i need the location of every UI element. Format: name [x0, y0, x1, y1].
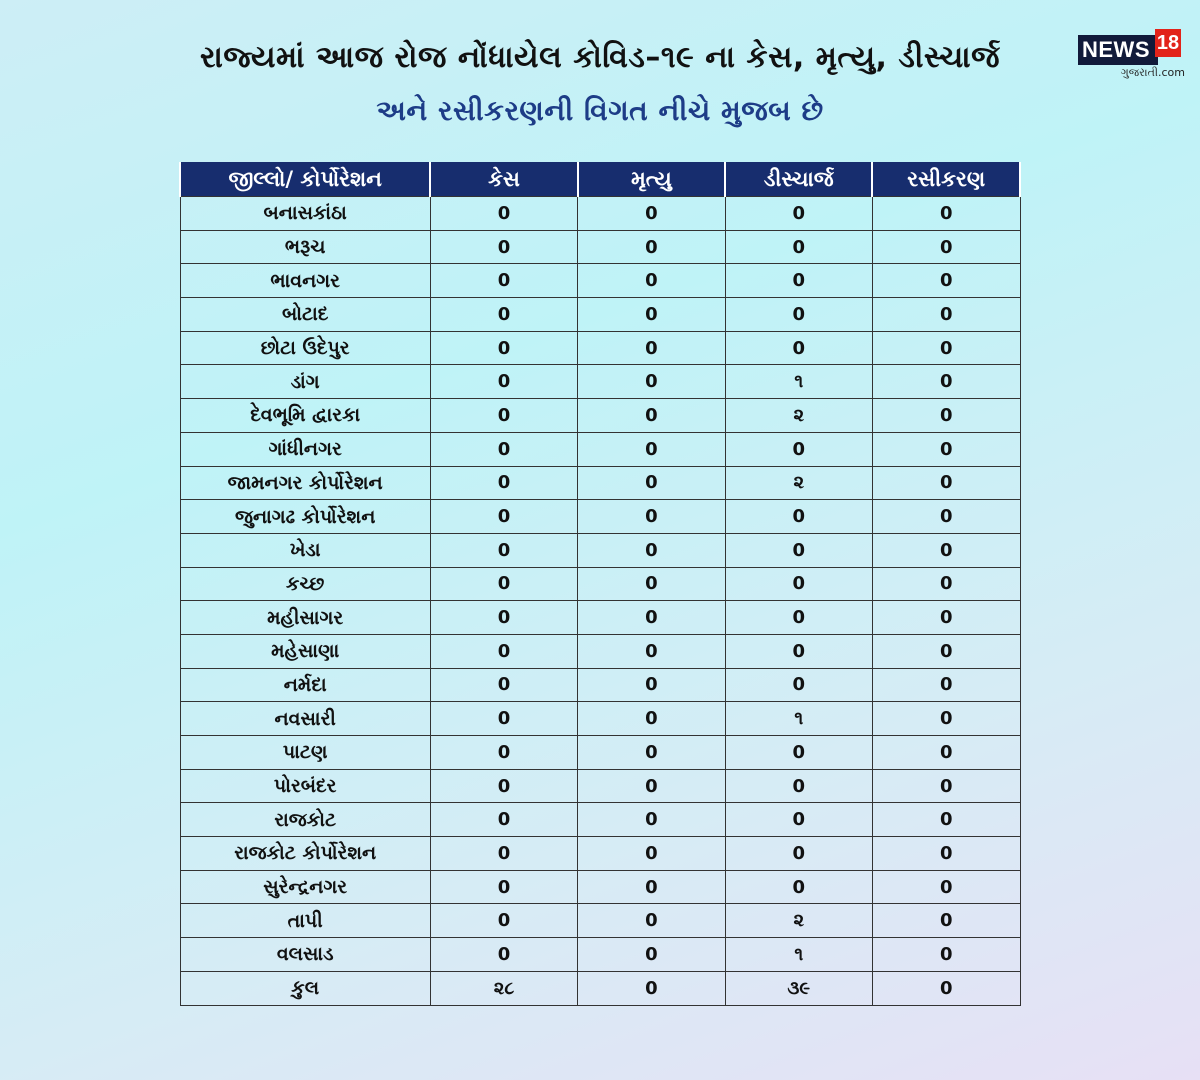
deaths-cell: 0: [578, 634, 725, 668]
deaths-cell: 0: [578, 365, 725, 399]
table-row: [180, 533, 1020, 567]
discharge-cell: 0: [725, 197, 872, 231]
district-cell: દેવભૂમિ દ્વારકા: [180, 399, 430, 433]
cases-cell: 0: [430, 769, 577, 803]
table-row: [180, 399, 1020, 433]
vaccination-cell: 0: [872, 567, 1020, 601]
table-row: [180, 197, 1020, 231]
discharge-cell: 0: [725, 601, 872, 635]
table-row: [180, 298, 1020, 332]
covid-data-table: [179, 162, 1021, 1006]
discharge-cell: ૩૯: [725, 971, 872, 1005]
table-row: [180, 264, 1020, 298]
district-cell: નવસારી: [180, 702, 430, 736]
district-cell: બોટાદ: [180, 298, 430, 332]
news18-logo: [1078, 28, 1183, 83]
deaths-cell: 0: [578, 432, 725, 466]
discharge-cell: 0: [725, 533, 872, 567]
discharge-cell: 0: [725, 230, 872, 264]
deaths-cell: 0: [578, 331, 725, 365]
district-cell: ખેડા: [180, 533, 430, 567]
vaccination-cell: 0: [872, 432, 1020, 466]
deaths-cell: 0: [578, 230, 725, 264]
cases-cell: 0: [430, 466, 577, 500]
header-discharge: ડીસ્ચાર્જ: [725, 162, 872, 197]
deaths-cell: 0: [578, 904, 725, 938]
discharge-cell: ૧: [725, 938, 872, 972]
cases-cell: 0: [430, 702, 577, 736]
district-cell: ગાંધીનગર: [180, 432, 430, 466]
district-cell: પોરબંદર: [180, 769, 430, 803]
vaccination-cell: 0: [872, 736, 1020, 770]
cases-cell: 0: [430, 432, 577, 466]
deaths-cell: 0: [578, 500, 725, 534]
discharge-cell: 0: [725, 634, 872, 668]
cases-cell: 0: [430, 298, 577, 332]
deaths-cell: 0: [578, 668, 725, 702]
table-row: [180, 432, 1020, 466]
district-cell: ભાવનગર: [180, 264, 430, 298]
table-body: [180, 197, 1020, 1006]
vaccination-cell: 0: [872, 870, 1020, 904]
discharge-cell: 0: [725, 432, 872, 466]
district-cell: બનાસકાંઠા: [180, 197, 430, 231]
vaccination-cell: 0: [872, 365, 1020, 399]
deaths-cell: 0: [578, 264, 725, 298]
district-cell: ભરૂચ: [180, 230, 430, 264]
vaccination-cell: 0: [872, 938, 1020, 972]
deaths-cell: 0: [578, 971, 725, 1005]
discharge-cell: 0: [725, 264, 872, 298]
cases-cell: 0: [430, 601, 577, 635]
cases-cell: 0: [430, 365, 577, 399]
vaccination-cell: 0: [872, 601, 1020, 635]
table-row: [180, 668, 1020, 702]
district-cell: જુનાગઢ કોર્પોરેશન: [180, 500, 430, 534]
total-row: [180, 971, 1020, 1005]
discharge-cell: ૨: [725, 466, 872, 500]
table-row: [180, 365, 1020, 399]
vaccination-cell: 0: [872, 971, 1020, 1005]
district-cell: નર્મદા: [180, 668, 430, 702]
discharge-cell: 0: [725, 331, 872, 365]
table-row: [180, 736, 1020, 770]
vaccination-cell: 0: [872, 668, 1020, 702]
cases-cell: 0: [430, 331, 577, 365]
header-cases: કેસ: [430, 162, 577, 197]
cases-cell: 0: [430, 533, 577, 567]
district-cell: કુલ: [180, 971, 430, 1005]
cases-cell: 0: [430, 904, 577, 938]
district-cell: વલસાડ: [180, 938, 430, 972]
vaccination-cell: 0: [872, 702, 1020, 736]
district-cell: ડાંગ: [180, 365, 430, 399]
logo-subtitle: ગુજરાતી.com: [1120, 66, 1185, 79]
vaccination-cell: 0: [872, 904, 1020, 938]
deaths-cell: 0: [578, 533, 725, 567]
table-row: [180, 331, 1020, 365]
cases-cell: 0: [430, 500, 577, 534]
discharge-cell: 0: [725, 837, 872, 871]
vaccination-cell: 0: [872, 769, 1020, 803]
table-row: [180, 870, 1020, 904]
deaths-cell: 0: [578, 702, 725, 736]
deaths-cell: 0: [578, 466, 725, 500]
discharge-cell: 0: [725, 500, 872, 534]
deaths-cell: 0: [578, 567, 725, 601]
discharge-cell: ૧: [725, 365, 872, 399]
cases-cell: 0: [430, 938, 577, 972]
cases-cell: 0: [430, 634, 577, 668]
deaths-cell: 0: [578, 938, 725, 972]
district-cell: મહેસાણા: [180, 634, 430, 668]
table-header-row: [180, 162, 1020, 197]
district-cell: સુરેન્દ્રનગર: [180, 870, 430, 904]
vaccination-cell: 0: [872, 230, 1020, 264]
district-cell: જામનગર કોર્પોરેશન: [180, 466, 430, 500]
deaths-cell: 0: [578, 837, 725, 871]
district-cell: પાટણ: [180, 736, 430, 770]
table-row: [180, 904, 1020, 938]
deaths-cell: 0: [578, 870, 725, 904]
deaths-cell: 0: [578, 298, 725, 332]
cases-cell: 0: [430, 230, 577, 264]
header-vaccination: રસીકરણ: [872, 162, 1020, 197]
district-cell: રાજકોટ: [180, 803, 430, 837]
vaccination-cell: 0: [872, 264, 1020, 298]
deaths-cell: 0: [578, 399, 725, 433]
cases-cell: 0: [430, 264, 577, 298]
deaths-cell: 0: [578, 197, 725, 231]
cases-cell: ૨૮: [430, 971, 577, 1005]
discharge-cell: 0: [725, 668, 872, 702]
deaths-cell: 0: [578, 769, 725, 803]
district-cell: મહીસાગર: [180, 601, 430, 635]
cases-cell: 0: [430, 870, 577, 904]
discharge-cell: 0: [725, 803, 872, 837]
discharge-cell: ૨: [725, 399, 872, 433]
page-subtitle: અને રસીકરણની વિગત નીચે મુજબ છે: [376, 94, 824, 127]
district-cell: છોટા ઉદેપુર: [180, 331, 430, 365]
deaths-cell: 0: [578, 601, 725, 635]
vaccination-cell: 0: [872, 634, 1020, 668]
district-cell: કચ્છ: [180, 567, 430, 601]
table-row: [180, 803, 1020, 837]
discharge-cell: ૧: [725, 702, 872, 736]
cases-cell: 0: [430, 668, 577, 702]
table-row: [180, 938, 1020, 972]
discharge-cell: 0: [725, 736, 872, 770]
district-cell: રાજકોટ કોર્પોરેશન: [180, 837, 430, 871]
table-row: [180, 769, 1020, 803]
vaccination-cell: 0: [872, 466, 1020, 500]
vaccination-cell: 0: [872, 331, 1020, 365]
district-cell: તાપી: [180, 904, 430, 938]
table-row: [180, 567, 1020, 601]
discharge-cell: 0: [725, 567, 872, 601]
deaths-cell: 0: [578, 803, 725, 837]
vaccination-cell: 0: [872, 197, 1020, 231]
logo-number: 18: [1155, 29, 1181, 57]
discharge-cell: 0: [725, 298, 872, 332]
cases-cell: 0: [430, 197, 577, 231]
discharge-cell: ૨: [725, 904, 872, 938]
cases-cell: 0: [430, 837, 577, 871]
table-row: [180, 500, 1020, 534]
table-row: [180, 230, 1020, 264]
header-deaths: મૃત્યુ: [578, 162, 725, 197]
table-row: [180, 837, 1020, 871]
deaths-cell: 0: [578, 736, 725, 770]
cases-cell: 0: [430, 736, 577, 770]
table-row: [180, 634, 1020, 668]
page-title: રાજ્યમાં આજ રોજ નોંધાયેલ કોવિડ–૧૯ ના કેસ, મૃત્યુ, ડીસ્ચાર્જ: [200, 40, 1000, 75]
table-row: [180, 601, 1020, 635]
vaccination-cell: 0: [872, 533, 1020, 567]
vaccination-cell: 0: [872, 803, 1020, 837]
table-row: [180, 702, 1020, 736]
discharge-cell: 0: [725, 769, 872, 803]
cases-cell: 0: [430, 803, 577, 837]
vaccination-cell: 0: [872, 399, 1020, 433]
table-row: [180, 466, 1020, 500]
header-district: જીલ્લો/ કોર્પોરેશન: [180, 162, 430, 197]
vaccination-cell: 0: [872, 298, 1020, 332]
vaccination-cell: 0: [872, 500, 1020, 534]
vaccination-cell: 0: [872, 837, 1020, 871]
logo-brand: NEWS: [1078, 35, 1158, 65]
cases-cell: 0: [430, 567, 577, 601]
cases-cell: 0: [430, 399, 577, 433]
discharge-cell: 0: [725, 870, 872, 904]
